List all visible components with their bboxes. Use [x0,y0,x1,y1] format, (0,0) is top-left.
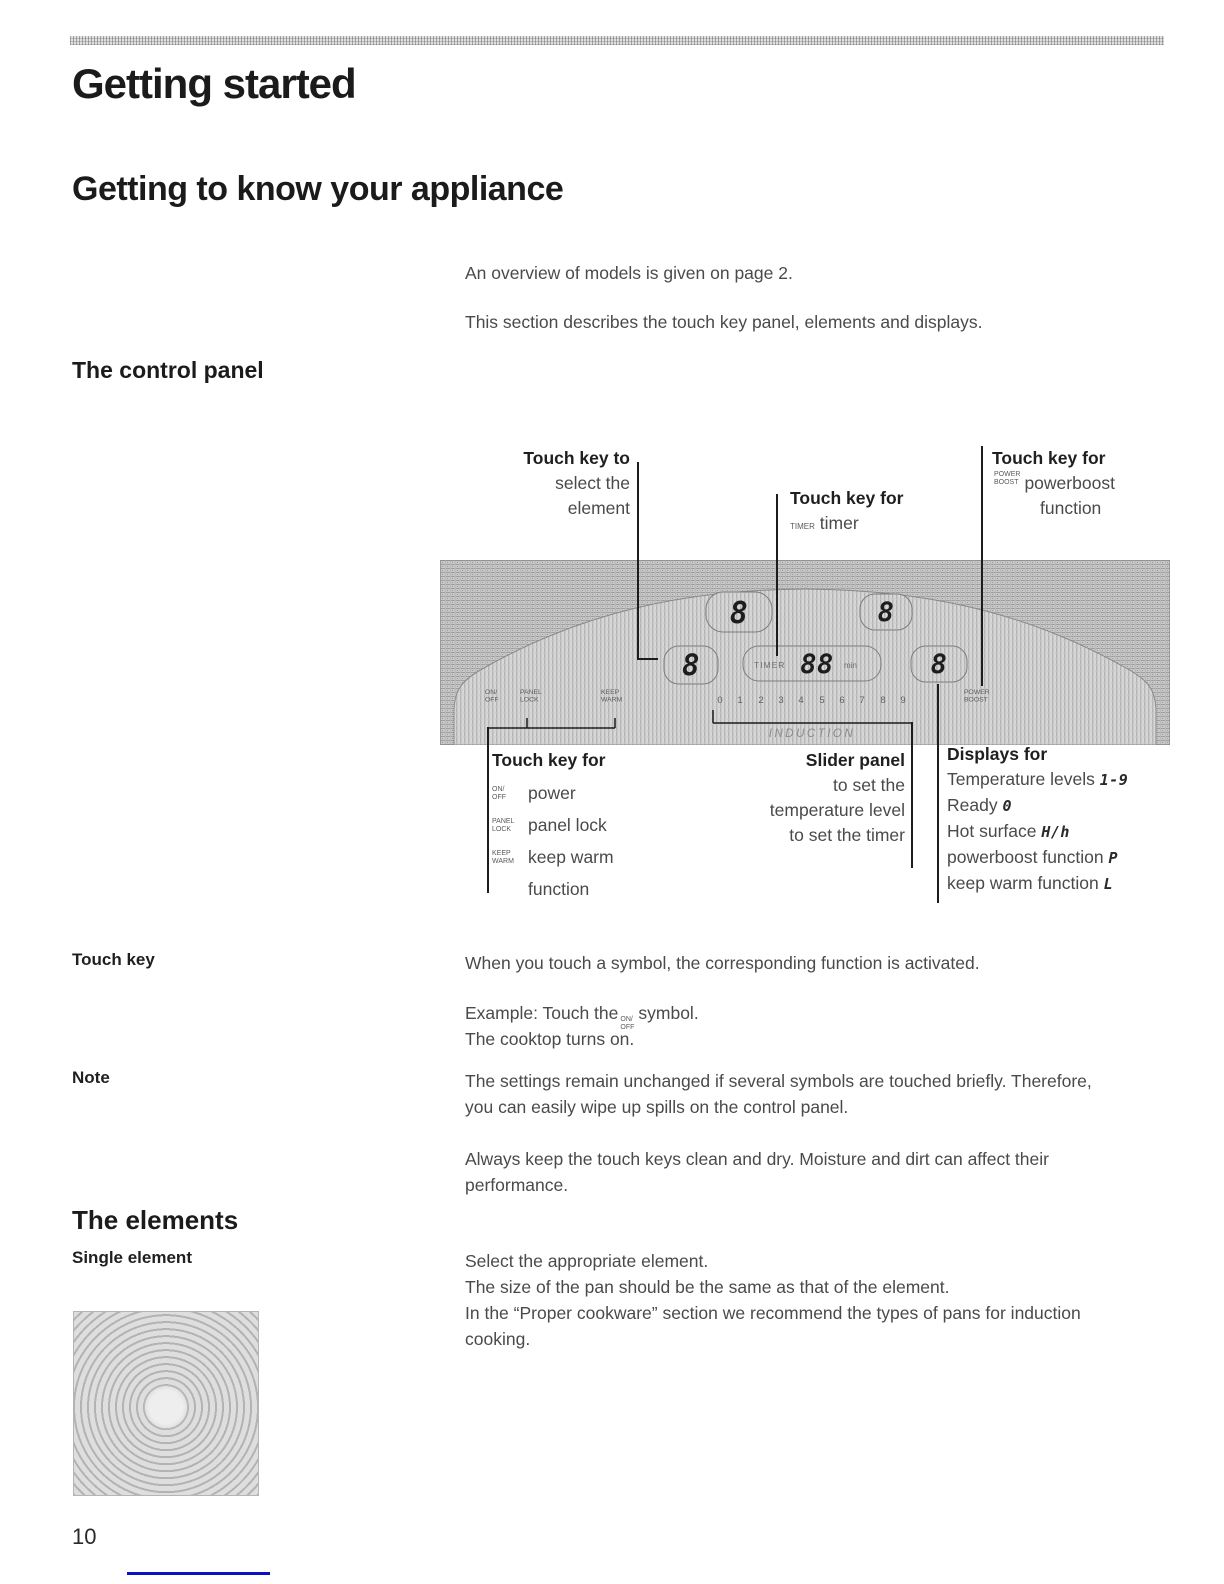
note-label: Note [72,1068,110,1087]
digit-top-left: 8 [729,596,749,631]
elements-line4: cooking. [465,1329,531,1349]
slider-number-5: 5 [819,695,825,706]
callout-line-timer [776,494,778,656]
displays-for-hot-surface: Hot surface H/h [947,821,1070,841]
top-hatched-rule [70,36,1164,45]
callout-select-element-line2: select the [555,473,630,493]
elements-line2: The size of the pan should be the same as that of the element. [465,1277,950,1297]
symbol-powerboost: P [1108,849,1119,867]
callout-powerboost-line2 [992,471,1162,496]
callout-touch-key-for [492,748,692,909]
single-element-label: Single element [72,1248,192,1267]
callout-touch-key-for-title: Touch key for [492,750,606,770]
slider-number-0: 0 [717,695,723,706]
panel-lock-key-icon-small: PANEL LOCK [492,818,515,833]
page-title: Getting started [72,60,356,107]
note-p2-line2: performance. [465,1175,569,1195]
callout-line-displays-for [937,684,939,903]
panel-lock-key-icon: PANEL LOCK [520,689,542,704]
slider-number-2: 2 [758,695,764,706]
powerboost-key-icon: POWER BOOST [994,471,1021,486]
callout-displays-for [947,742,1187,897]
displays-for-keep-warm: keep warm function L [947,873,1114,893]
symbol-ready: 0 [1002,797,1012,815]
digit-timer: 88 [800,649,834,680]
touch-key-example-after: symbol. [638,1003,699,1023]
elements-line3: In the “Proper cookware” section we recommend the types of pans for induction [465,1303,1081,1323]
touch-key-row-function [492,877,692,909]
keep-warm-key-icon: KEEP WARM [601,689,623,704]
callout-line-touch-key-for [487,727,489,893]
callout-line-powerboost [981,446,983,686]
touch-key-label: Touch key [72,950,155,969]
onoff-inline-icon: ON/ OFF [620,1016,635,1031]
onoff-key-icon: ON/ OFF [485,689,499,704]
intro-line-1: An overview of models is given on page 2. [465,263,793,283]
note-p2-line1: Always keep the touch keys clean and dry. Moisture and dirt can affect their [465,1149,1049,1169]
callout-slider-panel-line2: temperature level [769,800,905,820]
callout-select-element-line1: Touch key to [523,448,630,468]
brand-text: INDUCTION [768,728,856,740]
slider-number-7: 7 [859,695,865,706]
control-panel-graphic [440,560,1170,745]
note-p1-line1: The settings remain unchanged if several symbols are touched briefly. Therefore, [465,1071,1092,1091]
touch-key-line3: The cooktop turns on. [465,1029,635,1049]
slider-number-3: 3 [778,695,784,706]
callout-select-element-line3: element [567,498,630,518]
touch-key-row-power [492,781,692,813]
callout-powerboost-line1: Touch key for [992,448,1106,468]
callout-slider-panel-title: Slider panel [805,750,905,770]
digit-mid-left: 8 [682,648,700,682]
slider-number-9: 9 [900,695,906,706]
empty-prefix [492,877,528,882]
touch-key-row-keep-warm [492,845,692,877]
displays-for-ready: Ready 0 [947,795,1012,815]
power-boost-key-icon: POWER BOOST [964,689,990,704]
callout-powerboost-word: powerboost [1024,473,1115,493]
callout-slider-panel [705,748,905,848]
timer-key-icon: TIMER [790,522,815,531]
callout-displays-for-title: Displays for [947,744,1048,764]
callout-powerboost [992,446,1162,521]
timer-unit: min [844,661,857,670]
callout-line-slider-panel [911,722,913,868]
single-element-image [73,1311,259,1496]
touch-key-row-power-text: power [528,783,576,803]
onoff-key-icon-small: ON/ OFF [492,786,506,801]
callout-timer-line2 [790,511,990,539]
callout-select-element [430,446,630,521]
callout-slider-panel-line1: to set the [833,775,905,795]
digit-mid-right: 8 [930,649,948,680]
timer-label: TIMER [754,660,786,670]
symbol-hot-surface: H/h [1041,823,1070,841]
callout-timer-line1: Touch key for [790,488,904,508]
callout-powerboost-line3: function [1040,498,1102,518]
slider-number-1: 1 [737,695,743,706]
elements-heading: The elements [72,1205,239,1235]
slider-number-8: 8 [880,695,886,706]
callout-line-select-element-arm [637,658,658,660]
touch-key-row-panel-lock [492,813,692,845]
touch-key-row-panel-lock-text: panel lock [528,815,607,835]
page-number: 10 [72,1524,97,1549]
control-panel-heading: The control panel [72,357,264,383]
touch-key-row-keep-warm-text: keep warm [528,847,614,867]
note-p1-line2: you can easily wipe up spills on the control panel. [465,1097,849,1117]
slider-number-6: 6 [839,695,845,706]
section-title: Getting to know your appliance [72,170,564,208]
keep-warm-key-icon-small: KEEP WARM [492,850,514,865]
touch-key-example-before: Example: Touch the [465,1003,619,1023]
intro-line-2: This section describes the touch key panel, elements and displays. [465,312,983,332]
callout-slider-panel-line3: to set the timer [789,825,905,845]
callout-timer-word: timer [819,513,859,533]
callout-line-select-element [637,462,639,660]
symbol-temperature-levels: 1-9 [1099,771,1129,789]
symbol-keep-warm: L [1103,875,1114,893]
touch-key-row-function-text: function [528,879,590,899]
digit-top-right: 8 [877,597,895,628]
footer-blue-rule [127,1572,270,1575]
displays-for-powerboost: powerboost function P [947,847,1119,867]
callout-timer [790,486,990,539]
displays-for-temperature: Temperature levels 1-9 [947,769,1129,789]
slider-number-4: 4 [798,695,804,706]
elements-line1: Select the appropriate element. [465,1251,709,1271]
touch-key-line1: When you touch a symbol, the corresponding function is activated. [465,953,980,973]
